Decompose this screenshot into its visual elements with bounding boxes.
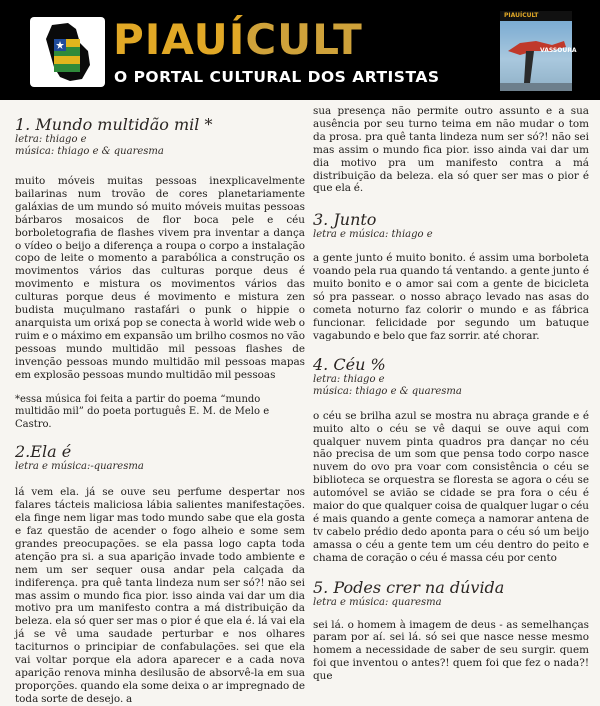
song-3-credit: letra e música: thiago e xyxy=(313,229,433,241)
left-column xyxy=(15,100,305,706)
brand-piaui: PIAUÍ xyxy=(113,15,246,64)
song-5-lyrics: sei lá. o homem à imagem de deus - as semelhanças param por aí. sei lá. só sei que nasce nesse mesmo homem a necessidade de saber de seu surgir. quem foi que inventou o antes?! quem foi que fez o nada?! que xyxy=(313,618,589,683)
song-4-title: 4. Céu % xyxy=(313,354,386,374)
song-4-credit-music: música: thiago e & quaresma xyxy=(313,385,462,397)
site-header xyxy=(0,0,600,100)
piaui-map-flag-icon[interactable] xyxy=(30,17,105,87)
brand-cult: CULT xyxy=(245,15,363,64)
thumb-brand: PIAUÍCULT xyxy=(500,11,572,21)
thumb-caption: VASSOURA xyxy=(540,47,577,54)
song-1-credit-lyrics: letra: thiago e xyxy=(15,134,87,145)
song-2-lyrics-continued: sua presença não permite outro assunto e a sua ausência por seu turno teima em não mudar o tom da prosa. pra quê tanta lindeza num ser só?! não sei mas assim o mundo fica pior. isso ainda vai dar um dia motivo pra um manifesto contra a má distribuição da beleza. ela só quer ser mas o pior é que ela é. xyxy=(313,105,589,195)
right-column xyxy=(313,100,589,683)
song-2-title: 2.Ela é xyxy=(15,442,72,462)
song-3-title: 3. Junto xyxy=(313,210,377,230)
site-tagline: O PORTAL CULTURAL DOS ARTISTAS xyxy=(114,68,440,86)
song-2-credit: letra e música:-quaresma xyxy=(15,461,144,473)
magazine-cover-thumbnail[interactable] xyxy=(500,11,577,91)
song-5-title: 5. Podes crer na dúvida xyxy=(313,577,505,597)
song-2-lyrics: lá vem ela. já se ouve seu perfume despertar nos falares tácteis maliciosa lábia salientes manifestações. ela finge nem ligar mas todo mundo sabe que ela gosta e faz questão de acender o fogo alheio e some sem grandes preocupações. se ela passa logo capta toda atenção pra si. a sua aparição invade todo ambiente e nem um ser sequer ousa andar pela calçada da indiferença. pra quê tanta lindeza num ser só?! não sei mas assim o mundo fica pior. isso ainda vai dar um dia motivo pra um manifesto contra a má distribuição da beleza. ela só quer ser mas o pior é que ela é. lá vai ela já se vê uma saudade perturbar e nos olhares taciturnos o principiar de confabulações. sei que ela vai voltar porque ela adora aparecer e a cada nova aparição renova minha desilusão de absorvê-la em sua proporções. quando ela some deixa o ar impregnado de toda sorte de desejo. a xyxy=(15,486,305,705)
song-4-lyrics: o céu se brilha azul se mostra nu abraça grande e é muito alto o céu se vê daqui se ouve aqui com qualquer nuvem pinta quadros pra dançar no céu não precisa de um som que pensa todo corpo nasce nuvem do ovo pra voar com consistência o céu se biblioteca se orquestra se floresta se agora o céu se automóvel se avião se cidade se pra fora o céu é maior do que qualquer coisa de qualquer lugar o céu é mais quando a gente começa a namorar antena de tv cabelo prédio dedo aponta para o céu só um beijo amassa o céu a gente tem um céu dentro do peito e chama de coração o céu é massa céu por cento xyxy=(313,409,589,564)
cover-figure-icon xyxy=(500,21,572,91)
song-5-credit: letra e música: quaresma xyxy=(313,596,442,608)
song-1-credit-music: música: thiago e & quaresma xyxy=(15,146,164,157)
song-1-footnote: *essa música foi feita a partir do poema “mundo multidão mil” do poeta português E. M. de Melo e Castro. xyxy=(15,393,270,430)
site-brand[interactable] xyxy=(113,15,363,65)
song-1-title: 1. Mundo multidão mil * xyxy=(15,115,213,134)
song-3-lyrics: a gente junto é muito bonito. é assim uma borboleta voando pela rua quando tá ventando. a gente junto é muito bonito e o amor sai com a gente de bicicleta só pra passear. o nosso abraço levado nas asas do cometa noturno faz colorir o mundo e as fábrica funcionar. felicidade por segundo um batuque vagabundo e belo que faz sorrir. até chorar. xyxy=(313,252,589,342)
song-4-credit-lyrics: letra: thiago e xyxy=(313,373,385,385)
song-1-lyrics: muito móveis muitas pessoas inexplicavelmente bailarinas num trovão de cores planetariamente galáxias de um mundo só muito móveis muitas pessoas bárbaros mosaicos de flor boca pele e céu borboletografia de flashes vivem pra inventar a dança o vídeo o beijo a diferença a roupa o corpo a instalação copo de leite o momento a parabólica a construção os movimentos vários das culturas porque deus é movimento e mistura os movimentos vários das culturas porque deus é movimento e mistura zen budista muçulmano rastafári o punk o hippie o anarquista um orixá pop se conecta à world wide web o ruim e o máximo em expansão um brilho cosmos no vão pessoas mundo multidão mil pessoas flashes de invenção pessoas mundo multidão mil pessoas mapas em explosão pessoas mundo multidão mil pessoas xyxy=(15,175,305,381)
